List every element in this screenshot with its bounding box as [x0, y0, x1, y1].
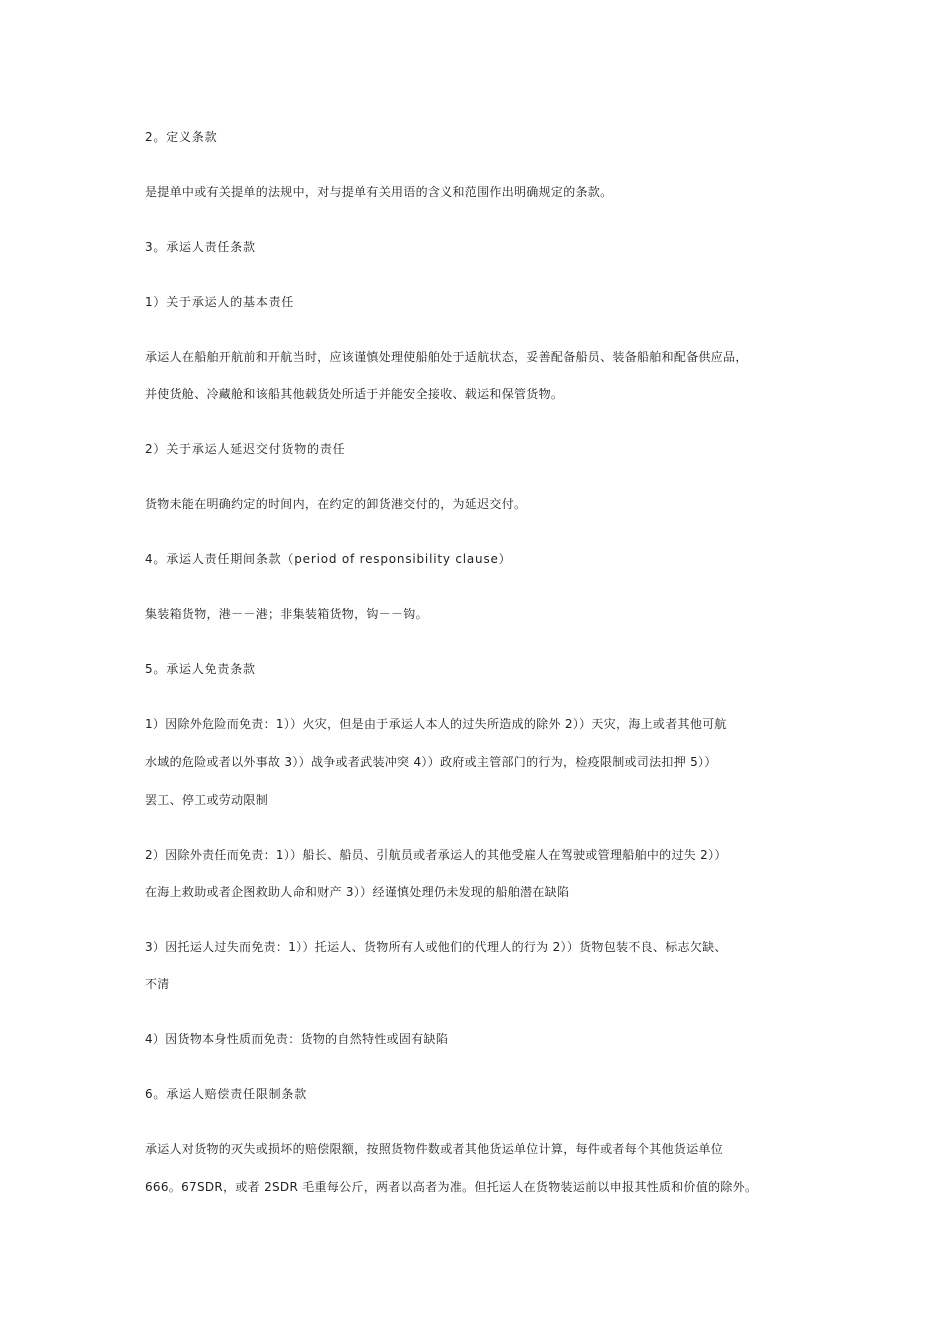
- paragraph-line: 承运人在船舶开航前和开航当时，应该谨慎处理使船舶处于适航状态，妥善配备船员、装备船舶和配备供应品，: [145, 350, 748, 364]
- subsection-heading: 1）关于承运人的基本责任: [145, 295, 295, 309]
- paragraph-line: 货物未能在明确约定的时间内，在约定的卸货港交付的，为延迟交付。: [145, 497, 527, 511]
- paragraph-line: 1）因除外危险而免责：1））火灾，但是由于承运人本人的过失所造成的除外 2））天灾，海上或者其他可航: [145, 717, 727, 731]
- paragraph-line: 666。67SDR，或者 2SDR 毛重每公斤，两者以高者为准。但托运人在货物装运前以申报其性质和价值的除外。: [145, 1180, 758, 1194]
- paragraph-line: 在海上救助或者企图救助人命和财产 3））经谨慎处理仍未发现的船舶潜在缺陷: [145, 885, 570, 899]
- paragraph-line: 是提单中或有关提单的法规中，对与提单有关用语的含义和范围作出明确规定的条款。: [145, 185, 613, 199]
- paragraph-line: 不清: [145, 977, 170, 991]
- subsection-heading: 2）关于承运人延迟交付货物的责任: [145, 442, 346, 456]
- section-heading-responsibility-period: 4。承运人责任期间条款（period of responsibility clause）: [145, 552, 512, 566]
- paragraph-line: 2）因除外责任而免责：1））船长、船员、引航员或者承运人的其他受雇人在驾驶或管理船舶中的过失 2））: [145, 848, 727, 862]
- paragraph-line: 水域的危险或者以外事故 3））战争或者武装冲突 4））政府或主管部门的行为，检疫限制或司法扣押 5））: [145, 755, 717, 769]
- paragraph-line: 并使货舱、冷藏舱和该船其他载货处所适于并能安全接收、载运和保管货物。: [145, 387, 564, 401]
- section-heading-carrier-responsibility: 3。承运人责任条款: [145, 240, 256, 254]
- paragraph-line: 集装箱货物，港－－港；非集装箱货物，钩－－钩。: [145, 607, 428, 621]
- paragraph-line: 承运人对货物的灭失或损坏的赔偿限额，按照货物件数或者其他货运单位计算，每件或者每个其他货运单位: [145, 1142, 724, 1156]
- section-heading-definition: 2。定义条款: [145, 130, 218, 144]
- section-heading-exemption: 5。承运人免责条款: [145, 662, 256, 676]
- section-heading-liability-limit: 6。承运人赔偿责任限制条款: [145, 1087, 308, 1101]
- paragraph-line: 罢工、停工或劳动限制: [145, 793, 269, 807]
- paragraph-line: 4）因货物本身性质而免责：货物的自然特性或固有缺陷: [145, 1032, 449, 1046]
- paragraph-line: 3）因托运人过失而免责：1））托运人、货物所有人或他们的代理人的行为 2））货物包装不良、标志欠缺、: [145, 940, 727, 954]
